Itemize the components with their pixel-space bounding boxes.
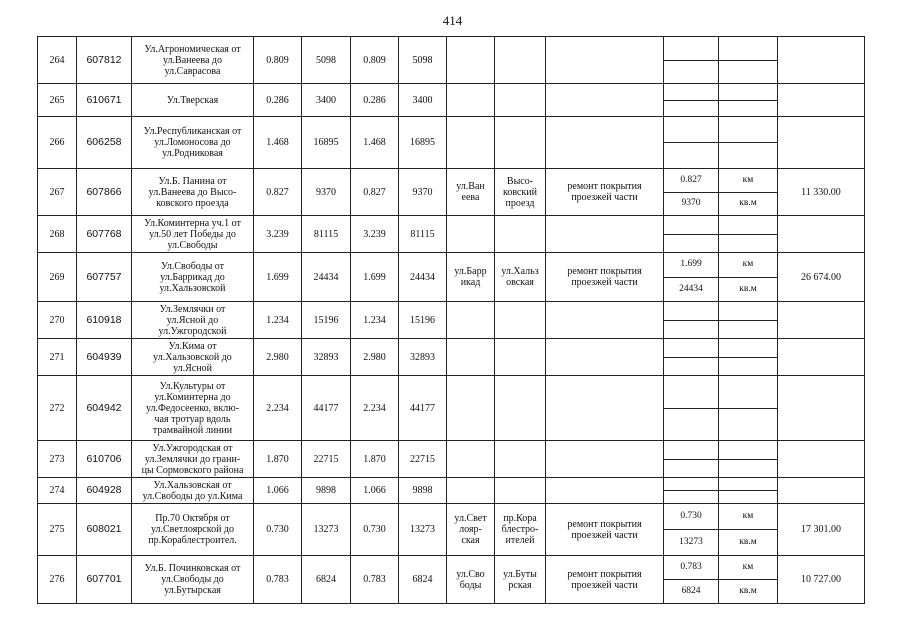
repair-area-sqm: 9898 (399, 478, 447, 504)
unit-km (719, 376, 778, 409)
segment-to: пр.Кора блестро- ителей (495, 504, 546, 556)
street-section: Ул.Землячки от ул.Ясной до ул.Ужгородской (132, 302, 254, 339)
planned-area (664, 143, 719, 169)
segment-from (447, 376, 495, 441)
object-code: 607768 (77, 216, 132, 253)
object-code: 604939 (77, 339, 132, 376)
unit-km (719, 117, 778, 143)
object-code: 604942 (77, 376, 132, 441)
unit-sqm (719, 234, 778, 253)
segment-to (495, 216, 546, 253)
repair-length-km: 1.870 (351, 441, 399, 478)
area-sqm: 44177 (302, 376, 351, 441)
unit-km (719, 216, 778, 235)
unit-sqm (719, 459, 778, 478)
cost-value (778, 37, 865, 84)
repair-area-sqm: 13273 (399, 504, 447, 556)
segment-from (447, 216, 495, 253)
repair-area-sqm: 32893 (399, 339, 447, 376)
planned-area: 9370 (664, 192, 719, 216)
repair-area-sqm: 6824 (399, 556, 447, 604)
area-sqm: 3400 (302, 84, 351, 117)
table-row (38, 216, 865, 235)
object-code: 607701 (77, 556, 132, 604)
area-sqm: 15196 (302, 302, 351, 339)
segment-to (495, 302, 546, 339)
area-sqm: 9898 (302, 478, 351, 504)
segment-to (495, 478, 546, 504)
planned-area: 6824 (664, 580, 719, 604)
unit-sqm: кв.м (719, 192, 778, 216)
row-number: 273 (38, 441, 77, 478)
road-repair-table (37, 36, 865, 604)
length-km: 1.468 (254, 117, 302, 169)
row-number: 275 (38, 504, 77, 556)
area-sqm: 6824 (302, 556, 351, 604)
segment-to (495, 376, 546, 441)
table-row (38, 302, 865, 321)
planned-area (664, 60, 719, 84)
segment-from: ул.Ван еева (447, 169, 495, 216)
unit-sqm: кв.м (719, 530, 778, 556)
work-type (546, 376, 664, 441)
repair-area-sqm: 9370 (399, 169, 447, 216)
work-type (546, 302, 664, 339)
segment-from (447, 478, 495, 504)
table-row (38, 169, 865, 193)
repair-area-sqm: 3400 (399, 84, 447, 117)
planned-length (664, 84, 719, 101)
planned-length (664, 441, 719, 460)
object-code: 607866 (77, 169, 132, 216)
area-sqm: 13273 (302, 504, 351, 556)
repair-length-km: 0.730 (351, 504, 399, 556)
row-number: 266 (38, 117, 77, 169)
repair-length-km: 0.827 (351, 169, 399, 216)
street-section: Ул.Свободы от ул.Баррикад до ул.Хальзовской (132, 253, 254, 302)
work-type (546, 37, 664, 84)
planned-area (664, 100, 719, 117)
row-number: 264 (38, 37, 77, 84)
repair-length-km: 1.234 (351, 302, 399, 339)
length-km: 1.234 (254, 302, 302, 339)
segment-to (495, 339, 546, 376)
object-code: 610918 (77, 302, 132, 339)
object-code: 606258 (77, 117, 132, 169)
object-code: 610706 (77, 441, 132, 478)
street-section: Ул.Коминтерна уч.1 от ул.50 лет Победы до ул.Свободы (132, 216, 254, 253)
segment-from: ул.Свет лояр- ская (447, 504, 495, 556)
length-km: 0.809 (254, 37, 302, 84)
unit-sqm (719, 357, 778, 376)
street-section: Ул.Агрономическая от ул.Ванеева до ул.Саврасова (132, 37, 254, 84)
page-number: 414 (442, 13, 463, 28)
area-sqm: 5098 (302, 37, 351, 84)
table-row (38, 504, 865, 530)
row-number: 267 (38, 169, 77, 216)
planned-area (664, 459, 719, 478)
street-section: Ул.Республиканская от ул.Ломоносова до ул.Родниковая (132, 117, 254, 169)
length-km: 3.239 (254, 216, 302, 253)
work-type (546, 216, 664, 253)
work-type: ремонт покрытия проезжей части (546, 504, 664, 556)
repair-area-sqm: 16895 (399, 117, 447, 169)
area-sqm: 22715 (302, 441, 351, 478)
cost-value: 11 330.00 (778, 169, 865, 216)
work-type (546, 84, 664, 117)
street-section: Ул.Б. Панина от ул.Ванеева до Высо- ковского проезда (132, 169, 254, 216)
length-km: 0.783 (254, 556, 302, 604)
segment-to: Высо- ковский проезд (495, 169, 546, 216)
area-sqm: 81115 (302, 216, 351, 253)
cost-value (778, 376, 865, 441)
repair-area-sqm: 22715 (399, 441, 447, 478)
work-type: ремонт покрытия проезжей части (546, 169, 664, 216)
repair-area-sqm: 81115 (399, 216, 447, 253)
work-type (546, 339, 664, 376)
planned-area (664, 320, 719, 339)
segment-to (495, 117, 546, 169)
repair-length-km: 1.066 (351, 478, 399, 504)
unit-sqm (719, 491, 778, 504)
work-type (546, 441, 664, 478)
street-section: Ул.Тверская (132, 84, 254, 117)
unit-km: км (719, 556, 778, 580)
row-number: 276 (38, 556, 77, 604)
unit-sqm (719, 100, 778, 117)
row-number: 272 (38, 376, 77, 441)
table-row (38, 84, 865, 101)
street-section: Ул.Хальзовская от ул.Свободы до ул.Кима (132, 478, 254, 504)
planned-length (664, 339, 719, 358)
length-km: 1.066 (254, 478, 302, 504)
length-km: 0.827 (254, 169, 302, 216)
segment-to (495, 37, 546, 84)
unit-km (719, 339, 778, 358)
planned-length (664, 302, 719, 321)
street-section: Ул.Культуры от ул.Коминтерна до ул.Федосеенко, вклю- чая тротуар вдоль трамвайной линии (132, 376, 254, 441)
object-code: 604928 (77, 478, 132, 504)
segment-from (447, 302, 495, 339)
repair-length-km: 0.286 (351, 84, 399, 117)
planned-area (664, 408, 719, 441)
table-row (38, 117, 865, 143)
planned-length (664, 37, 719, 61)
table-row (38, 441, 865, 460)
object-code: 610671 (77, 84, 132, 117)
segment-to: ул.Хальз овская (495, 253, 546, 302)
planned-area (664, 234, 719, 253)
cost-value: 26 674.00 (778, 253, 865, 302)
segment-from (447, 339, 495, 376)
street-section: Ул.Ужгородская от ул.Землячки до грани- цы Сормовского района (132, 441, 254, 478)
planned-length (664, 478, 719, 491)
table-row (38, 376, 865, 409)
unit-sqm (719, 408, 778, 441)
row-number: 274 (38, 478, 77, 504)
unit-km: км (719, 253, 778, 278)
length-km: 1.699 (254, 253, 302, 302)
planned-area (664, 357, 719, 376)
segment-from: ул.Барр икад (447, 253, 495, 302)
repair-area-sqm: 24434 (399, 253, 447, 302)
length-km: 2.234 (254, 376, 302, 441)
cost-value (778, 84, 865, 117)
repair-area-sqm: 44177 (399, 376, 447, 441)
row-number: 270 (38, 302, 77, 339)
cost-value (778, 441, 865, 478)
unit-sqm (719, 143, 778, 169)
planned-length: 0.730 (664, 504, 719, 530)
unit-km (719, 302, 778, 321)
segment-from (447, 84, 495, 117)
work-type (546, 478, 664, 504)
unit-km (719, 37, 778, 61)
planned-area: 13273 (664, 530, 719, 556)
length-km: 0.286 (254, 84, 302, 117)
table-row (38, 37, 865, 61)
cost-value: 17 301.00 (778, 504, 865, 556)
unit-sqm (719, 320, 778, 339)
street-section: Ул.Б. Починковская от ул.Свободы до ул.Бутырская (132, 556, 254, 604)
street-section: Пр.70 Октября от ул.Светлоярской до пр.Кораблестроител. (132, 504, 254, 556)
row-number: 268 (38, 216, 77, 253)
segment-to: ул.Буты рская (495, 556, 546, 604)
row-number: 265 (38, 84, 77, 117)
unit-sqm (719, 60, 778, 84)
planned-length: 0.827 (664, 169, 719, 193)
object-code: 607757 (77, 253, 132, 302)
planned-length: 0.783 (664, 556, 719, 580)
row-number: 269 (38, 253, 77, 302)
cost-value (778, 117, 865, 169)
work-type (546, 117, 664, 169)
cost-value: 10 727.00 (778, 556, 865, 604)
unit-km: км (719, 169, 778, 193)
planned-length (664, 376, 719, 409)
repair-length-km: 2.980 (351, 339, 399, 376)
planned-area (664, 491, 719, 504)
segment-from (447, 117, 495, 169)
object-code: 607812 (77, 37, 132, 84)
cost-value (778, 339, 865, 376)
table-row (38, 253, 865, 278)
table-row (38, 339, 865, 358)
cost-value (778, 302, 865, 339)
repair-area-sqm: 15196 (399, 302, 447, 339)
segment-from (447, 441, 495, 478)
area-sqm: 16895 (302, 117, 351, 169)
repair-area-sqm: 5098 (399, 37, 447, 84)
repair-length-km: 1.699 (351, 253, 399, 302)
unit-km: км (719, 504, 778, 530)
area-sqm: 24434 (302, 253, 351, 302)
repair-length-km: 1.468 (351, 117, 399, 169)
segment-from (447, 37, 495, 84)
area-sqm: 32893 (302, 339, 351, 376)
length-km: 1.870 (254, 441, 302, 478)
object-code: 608021 (77, 504, 132, 556)
unit-km (719, 84, 778, 101)
planned-length (664, 117, 719, 143)
repair-length-km: 2.234 (351, 376, 399, 441)
unit-km (719, 478, 778, 491)
planned-length (664, 216, 719, 235)
planned-length: 1.699 (664, 253, 719, 278)
repair-length-km: 3.239 (351, 216, 399, 253)
length-km: 2.980 (254, 339, 302, 376)
work-type: ремонт покрытия проезжей части (546, 556, 664, 604)
row-number: 271 (38, 339, 77, 376)
area-sqm: 9370 (302, 169, 351, 216)
unit-sqm: кв.м (719, 580, 778, 604)
segment-to (495, 84, 546, 117)
work-type: ремонт покрытия проезжей части (546, 253, 664, 302)
length-km: 0.730 (254, 504, 302, 556)
repair-length-km: 0.809 (351, 37, 399, 84)
table-row (38, 478, 865, 491)
table-row (38, 556, 865, 580)
unit-km (719, 441, 778, 460)
segment-from: ул.Сво боды (447, 556, 495, 604)
segment-to (495, 441, 546, 478)
cost-value (778, 478, 865, 504)
repair-length-km: 0.783 (351, 556, 399, 604)
planned-area: 24434 (664, 277, 719, 302)
cost-value (778, 216, 865, 253)
street-section: Ул.Кима от ул.Хальзовской до ул.Ясной (132, 339, 254, 376)
unit-sqm: кв.м (719, 277, 778, 302)
